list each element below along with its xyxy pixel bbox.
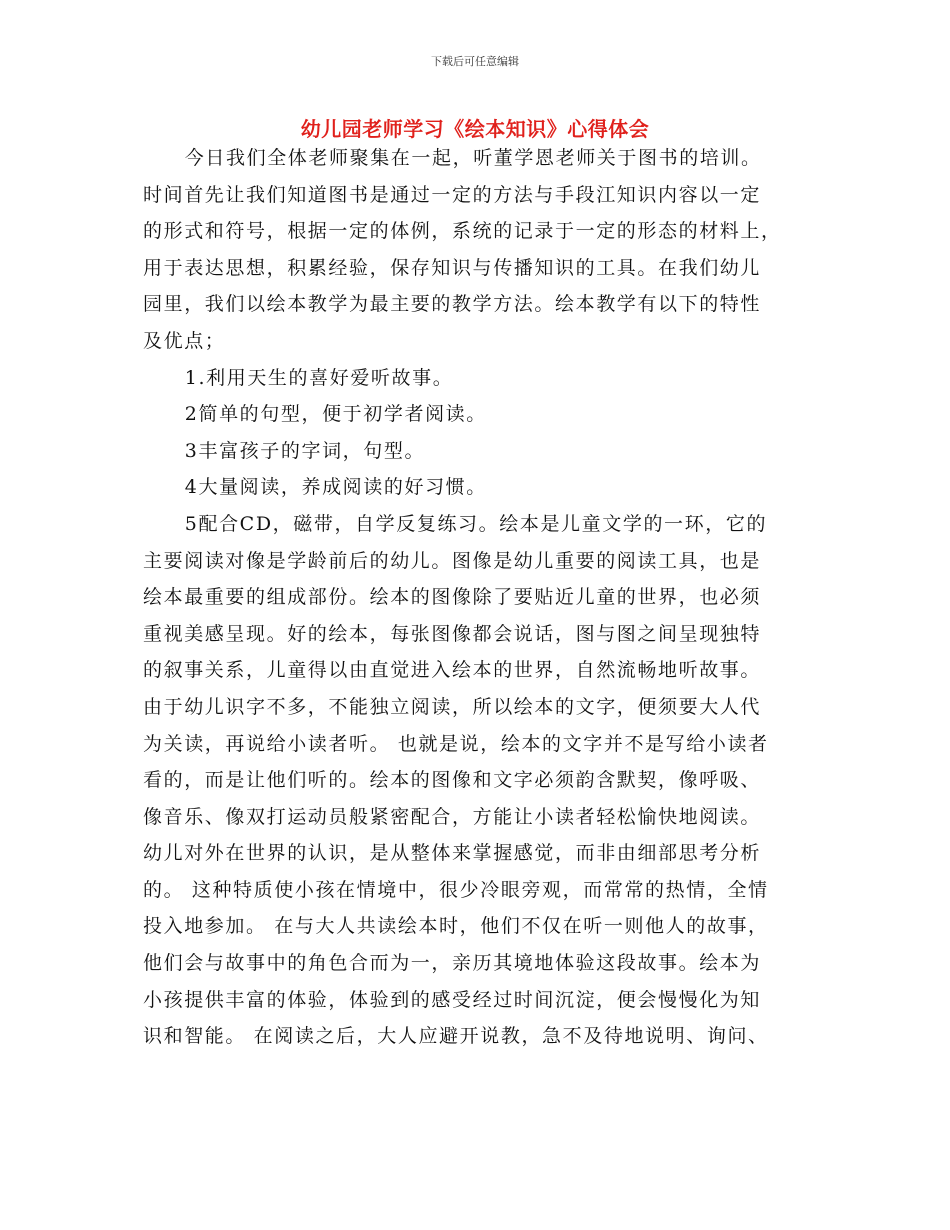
- text-line: 由于幼儿识字不多，不能独立阅读，所以绘本的文字，便须要大人代: [143, 695, 762, 718]
- text-line: 他们会与故事中的角色合而为一，亲历其境地体验这段故事。绘本为: [143, 952, 762, 975]
- text-line: 为关读，再说给小读者听。 也就是说，绘本的文字并不是写给小读者: [143, 732, 769, 755]
- text-line: 识和智能。 在阅读之后，大人应避开说教，急不及待地说明、询问、: [143, 1025, 769, 1048]
- main-paragraph: [143, 506, 807, 1055]
- text-line: 小孩提供丰富的体验，体验到的感受经过时间沉淀，便会慢慢化为知: [143, 988, 762, 1011]
- list-item: [143, 396, 807, 433]
- text-line: 的形式和符号，根据一定的体例，系统的记录于一定的形态的材料上，: [143, 220, 782, 243]
- document-body: [143, 140, 807, 1055]
- text-line: 园里，我们以绘本教学为最主要的教学方法。绘本教学有以下的特性: [143, 293, 762, 316]
- list-item-text: 1.利用天生的喜好爱听故事。: [184, 366, 454, 389]
- text-line: 用于表达思想，积累经验，保存知识与传播知识的工具。在我们幼儿: [143, 256, 762, 279]
- document-title: 幼儿园老师学习《绘本知识》心得体会: [300, 117, 650, 141]
- text-line: 投入地参加。 在与大人共读绘本时，他们不仅在听一则他人的故事，: [143, 915, 769, 938]
- intro-paragraph: [143, 140, 807, 360]
- text-line: 重视美感呈现。好的绘本，每张图像都会说话，图与图之间呈现独特: [143, 622, 762, 645]
- list-item: [143, 469, 807, 506]
- text-line: 像音乐、像双打运动员般紧密配合，方能让小读者轻松愉快地阅读。: [143, 805, 762, 828]
- list-item: [143, 360, 807, 397]
- list-item-text: 2简单的句型，便于初学者阅读。: [184, 403, 487, 426]
- list-item-text: 3丰富孩子的字词，句型。: [184, 439, 426, 462]
- text-line: 的。 这种特质使小孩在情境中，很少冷眼旁观，而常常的热情，全情: [143, 878, 769, 901]
- text-line: 的叙事关系，儿童得以由直觉进入绘本的世界，自然流畅地听故事。: [143, 659, 762, 682]
- text-line: 主要阅读对像是学龄前后的幼儿。图像是幼儿重要的阅读工具，也是: [143, 549, 762, 572]
- text-line: 幼儿对外在世界的认识，是从整体来掌握感觉，而非由细部思考分析: [143, 842, 762, 865]
- text-line: 5配合CD，磁带，自学反复练习。绘本是儿童文学的一环，它的: [184, 512, 768, 535]
- text-line: 绘本最重要的组成部份。绘本的图像除了要贴近儿童的世界，也必须: [143, 586, 762, 609]
- text-line: 今日我们全体老师聚集在一起，听董学恩老师关于图书的培训。: [184, 147, 762, 169]
- text-line: 时间首先让我们知道图书是通过一定的方法与手段江知识内容以一定: [143, 183, 762, 206]
- text-line: 及优点；: [143, 329, 226, 352]
- list-item-text: 4大量阅读，养成阅读的好习惯。: [184, 476, 487, 499]
- list-item: [143, 433, 807, 470]
- page-header-note: 下载后可任意编辑: [431, 55, 519, 68]
- text-line: 看的，而是让他们听的。绘本的图像和文字必须韵含默契，像呼吸、: [143, 769, 762, 792]
